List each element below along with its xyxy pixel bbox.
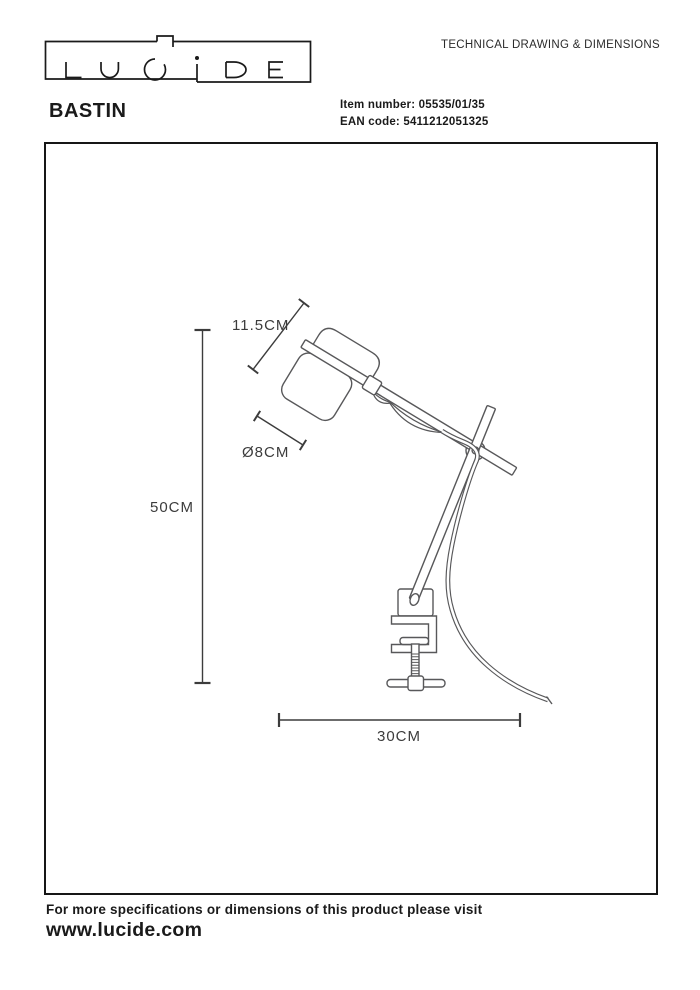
item-number-row	[340, 97, 488, 114]
dimension-height-line	[195, 330, 211, 683]
ean-label: EAN code:	[340, 116, 400, 128]
dimension-head-label: 11.5CM	[232, 317, 290, 334]
lucide-logo	[44, 33, 312, 87]
dimension-diameter-label: Ø8CM	[242, 444, 290, 461]
footer-note: For more specifications or dimensions of this product please visit	[46, 902, 483, 917]
item-number-label: Item number:	[340, 99, 416, 111]
logo-tab	[157, 36, 173, 47]
lamp-cable	[442, 431, 552, 704]
ean-value: 5411212051325	[403, 116, 489, 128]
clamp-handle-block	[408, 676, 424, 691]
lamp-drawing	[278, 322, 552, 704]
cable-core	[442, 431, 548, 700]
cable-outer	[442, 431, 548, 700]
lamp-head	[278, 322, 384, 432]
doc-title: TECHNICAL DRAWING & DIMENSIONS	[441, 39, 660, 51]
product-name: BASTIN	[49, 100, 127, 122]
ean-row	[340, 114, 488, 131]
drawing-frame	[44, 142, 658, 895]
item-number-value: 05535/01/35	[418, 99, 485, 111]
dimension-height-label: 50CM	[149, 499, 194, 516]
dimension-width-line	[279, 713, 520, 727]
dimension-width-label: 30CM	[376, 728, 422, 745]
technical-drawing	[46, 144, 656, 893]
footer-website: www.lucide.com	[46, 919, 203, 941]
logo-i-dot	[195, 56, 199, 60]
product-codes	[340, 97, 488, 131]
